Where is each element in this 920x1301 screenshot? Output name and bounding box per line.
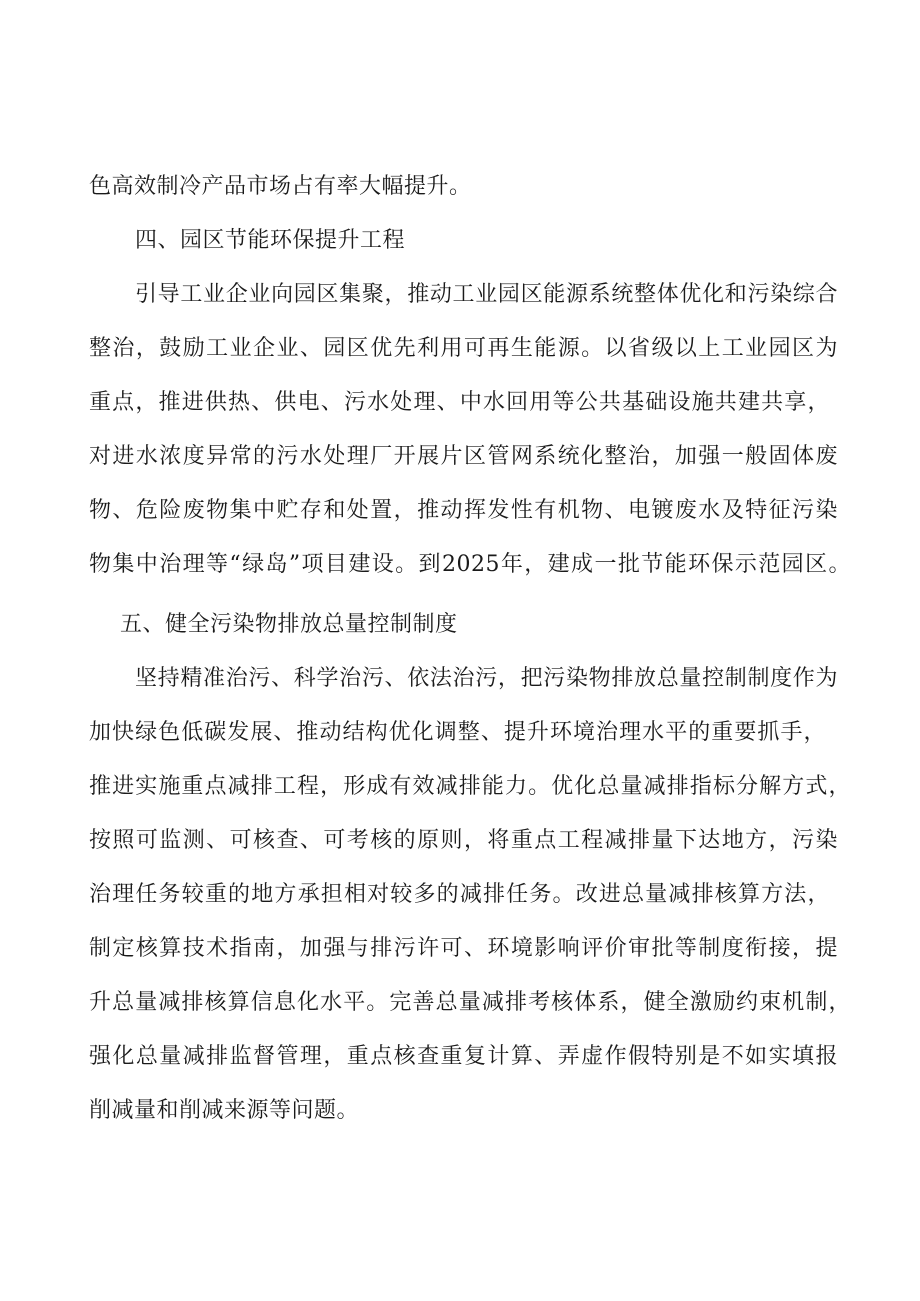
paragraph-line: 重点，推进供热、供电、污水处理、中水回用等公共基础设施共建共享， [89, 390, 830, 415]
paragraph-line: 加快绿色低碳发展、推动结构优化调整、提升环境治理水平的重要抓手， [89, 720, 826, 745]
section-heading: 四、园区节能环保提升工程 [135, 228, 406, 253]
paragraph-line: 推进实施重点减排工程，形成有效减排能力。优化总量减排指标分解方式， [89, 774, 851, 799]
paragraph-line: 色高效制冷产品市场占有率大幅提升。 [89, 174, 472, 199]
paragraph-line: 坚持精准治污、科学治污、依法治污，把污染物排放总量控制制度作为 [135, 666, 838, 691]
paragraph-line: 削减量和削减来源等问题。 [89, 1098, 360, 1123]
paragraph-line: 治理任务较重的地方承担相对较多的减排任务。改进总量减排核算方法， [89, 882, 830, 907]
paragraph-line: 升总量减排核算信息化水平。完善总量减排考核体系，健全激励约束机制， [89, 990, 851, 1015]
paragraph-line: 强化总量减排监督管理，重点核查重复计算、弄虚作假特别是不如实填报 [89, 1044, 838, 1069]
paragraph-line: 按照可监测、可核查、可考核的原则，将重点工程减排量下达地方，污染 [89, 828, 838, 853]
paragraph-line: 物集中治理等“绿岛”项目建设。到2025年，建成一批节能环保示范园区。 [89, 552, 851, 577]
paragraph-line: 制定核算技术指南，加强与排污许可、环境影响评价审批等制度衔接，提 [89, 936, 838, 961]
paragraph-line: 对进水浓度异常的污水处理厂开展片区管网系统化整治，加强一般固体废 [89, 444, 838, 469]
section-heading: 五、健全污染物排放总量控制制度 [120, 612, 458, 637]
paragraph-line: 引导工业企业向园区集聚，推动工业园区能源系统整体优化和污染综合 [135, 282, 838, 307]
paragraph-line: 整治，鼓励工业企业、园区优先利用可再生能源。以省级以上工业园区为 [89, 336, 838, 361]
paragraph-line: 物、危险废物集中贮存和处置，推动挥发性有机物、电镀废水及特征污染 [89, 498, 838, 523]
